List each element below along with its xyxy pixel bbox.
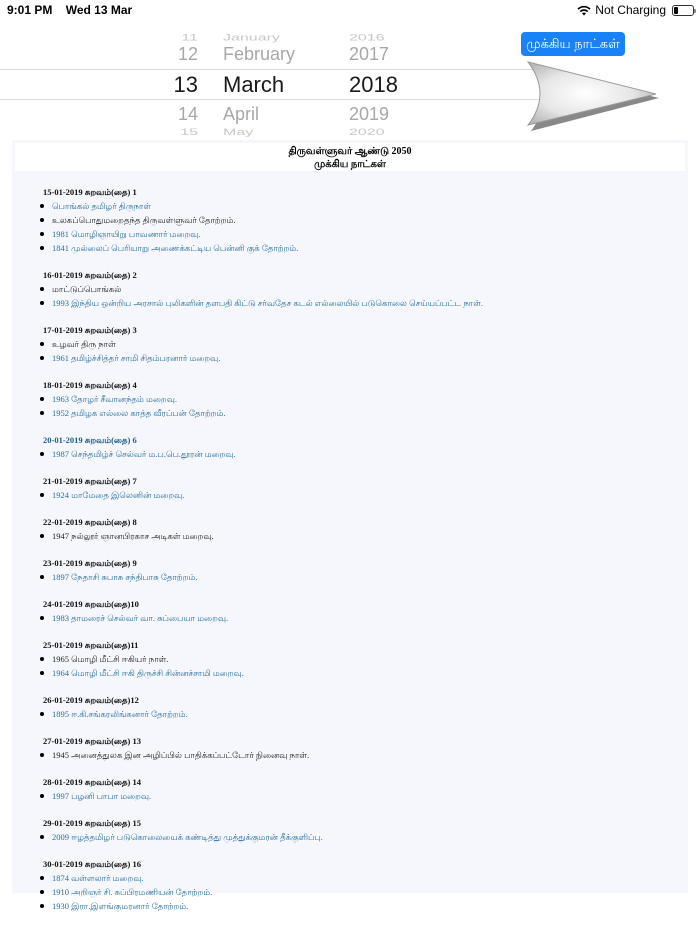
day-title: 29-01-2019 சுறவம்(தை) 15	[43, 818, 141, 828]
picker-day-selected[interactable]: 13	[173, 72, 198, 97]
day-title: 20-01-2019 சுறவம்(தை) 6	[43, 435, 137, 445]
event-item[interactable]: 1983 தாமரைச் செல்வர் வா. சுப்பையா மறைவு.	[42, 611, 688, 625]
day-title: 22-01-2019 சுறவம்(தை) 8	[43, 517, 137, 527]
event-item[interactable]: 1993 இந்திய ஒன்றிய அரசால் புலிகளின் தளபதி கிட்டு சர்வதேச கடல் எல்லையில் படுகொலை செய்யப்பட்ட நாள்.	[42, 296, 688, 310]
picker-day[interactable]: 14	[177, 104, 198, 124]
event-item[interactable]: 1841 முல்லைப் பெரியாறு அணைக்கட்டிய பென்னி குக் தோற்றம்.	[42, 241, 688, 255]
day-title: 18-01-2019 சுறவம்(தை) 4	[43, 380, 137, 390]
day-group	[42, 515, 688, 543]
event-list	[42, 611, 688, 625]
event-item[interactable]: பொங்கல் தமிழர் திருநாள்	[42, 199, 688, 213]
day-title: 15-01-2019 சுறவம்(தை) 1	[43, 187, 137, 197]
arrow-right-icon[interactable]	[524, 58, 660, 132]
day-title: 27-01-2019 சுறவம்(தை) 13	[43, 736, 141, 746]
panel-header	[15, 143, 685, 171]
day-group	[42, 775, 688, 803]
day-group	[42, 268, 688, 310]
date-picker[interactable]	[0, 24, 520, 138]
event-item[interactable]: 1910 அறிஞர் சி. சுப்பிரமணியன் தோற்றம்.	[42, 885, 688, 899]
event-list	[42, 337, 688, 365]
picker-year[interactable]: 2017	[349, 44, 390, 64]
day-group	[42, 857, 688, 913]
day-title: 17-01-2019 சுறவம்(தை) 3	[43, 325, 137, 335]
picker-day[interactable]: 11	[181, 33, 198, 43]
event-list	[42, 488, 688, 502]
picker-year-selected[interactable]: 2018	[349, 72, 398, 97]
important-days-button[interactable]: முக்கிய நாட்கள்	[521, 32, 625, 56]
event-item[interactable]: 1961 தமிழ்ச்சித்தர் சாமி சிதம்பரனார் மறைவு.	[42, 351, 688, 365]
day-group	[42, 734, 688, 762]
picker-year[interactable]: 2020	[349, 128, 385, 138]
picker-month[interactable]: May	[223, 128, 254, 138]
event-item[interactable]: 1897 நேதாசி சுபாசு சந்திபாசு தோற்றம்.	[42, 570, 688, 584]
event-item: உழவர் திரு நாள்	[42, 337, 688, 351]
event-list	[42, 570, 688, 584]
day-title: 16-01-2019 சுறவம்(தை) 2	[43, 270, 137, 280]
status-bar	[0, 0, 700, 20]
event-list	[42, 789, 688, 803]
status-right	[577, 3, 694, 17]
day-title: 23-01-2019 சுறவம்(தை) 9	[43, 558, 137, 568]
event-item[interactable]: 1987 செந்தமிழ்ச் செல்வர் ம.ப.பெ.தூரன் மறைவு.	[42, 447, 688, 461]
day-title: 25-01-2019 சுறவம்(தை)11	[43, 640, 139, 650]
day-group	[42, 816, 688, 844]
event-item[interactable]: 1952 தமிழக எல்லை காத்த வீரப்பன் தோற்றம்.	[42, 406, 688, 420]
status-date: Wed 13 Mar	[65, 3, 133, 17]
event-list	[42, 707, 688, 721]
event-list	[42, 748, 688, 762]
day-title: 24-01-2019 சுறவம்(தை)10	[43, 599, 139, 609]
event-item[interactable]: 1924 மாமேதை இலெனின் மறைவு.	[42, 488, 688, 502]
event-list	[42, 652, 688, 680]
event-item: 1947 நல்லூர் ஞானபிரகாச அடிகள் மறைவு.	[42, 529, 688, 543]
event-item[interactable]: 1997 பழனி பாபா மறைவு.	[42, 789, 688, 803]
picker-month-selected[interactable]: March	[223, 72, 285, 97]
status-time: 9:01 PM	[7, 3, 53, 17]
day-group	[42, 597, 688, 625]
event-item[interactable]: 1895 ஈ.கி.சங்கரலிங்கனார் தோற்றம்.	[42, 707, 688, 721]
day-group	[42, 638, 688, 680]
event-item[interactable]: 2009 ஈழத்தமிழர் படுகொலையைக் கண்டித்து முத்துக்குமரன் தீக்குளிப்பு.	[42, 830, 688, 844]
battery-low-icon	[672, 5, 694, 16]
picker-day[interactable]: 12	[177, 44, 198, 64]
day-title: 21-01-2019 சுறவம்(தை) 7	[43, 476, 137, 486]
wifi-icon	[577, 5, 591, 16]
day-title: 28-01-2019 சுறவம்(தை) 14	[43, 777, 141, 787]
day-title: 26-01-2019 சுறவம்(தை)12	[43, 695, 139, 705]
event-list	[42, 199, 688, 255]
event-item[interactable]: 1930 இரா.இளங்குமரனார் தோற்றம்.	[42, 899, 688, 913]
day-group	[42, 474, 688, 502]
day-group	[42, 323, 688, 365]
picker-year[interactable]: 2016	[349, 33, 385, 43]
day-group	[42, 556, 688, 584]
event-list	[42, 282, 688, 310]
picker-month[interactable]: January	[223, 33, 280, 43]
picker-day[interactable]: 15	[180, 128, 198, 138]
battery-status-text: Not Charging	[595, 3, 666, 17]
picker-year[interactable]: 2019	[349, 104, 390, 124]
event-item: 1945 அனைத்துலக இன அழிப்பில் பாதிக்கப்பட்டோர் நினைவு நாள்.	[42, 748, 688, 762]
day-group	[42, 433, 688, 461]
day-group	[42, 693, 688, 721]
event-item: உலகப்பொதுமறைதந்த திருவள்ளுவர் தோற்றம்.	[42, 213, 688, 227]
picker-month[interactable]: April	[223, 104, 260, 124]
picker-row-selected[interactable]	[0, 72, 520, 102]
day-group	[42, 378, 688, 420]
important-days-panel[interactable]	[12, 140, 688, 911]
event-list	[42, 830, 688, 844]
picker-month[interactable]: February	[223, 44, 296, 64]
events-list	[12, 171, 688, 913]
event-item[interactable]: 1964 மொழி மீட்சி ஈகி திருச்சி சின்னச்சாமி மறைவு.	[42, 666, 688, 680]
status-left	[7, 3, 142, 17]
picker-row[interactable]	[0, 44, 520, 74]
day-title: 30-01-2019 சுறவம்(தை) 16	[43, 859, 141, 869]
day-group	[42, 185, 688, 255]
event-list	[42, 871, 688, 913]
event-item[interactable]: 1963 தோழர் சீவானந்தம் மறைவு.	[42, 392, 688, 406]
panel-subtitle: முக்கிய நாட்கள்	[314, 159, 386, 170]
event-item[interactable]: 1981 மொழிஞாயிறு பாவணார் மறைவு.	[42, 227, 688, 241]
event-list	[42, 392, 688, 420]
event-item[interactable]: 1874 வள்ளலார் மறைவு.	[42, 871, 688, 885]
event-item: மாட்டுப்பொங்கல்	[42, 282, 688, 296]
panel-title: திருவள்ளுவர் ஆண்டு 2050	[288, 146, 412, 157]
event-list	[42, 447, 688, 461]
event-list	[42, 529, 688, 543]
event-item: 1965 மொழி மீட்சி ஈகியர் நாள்.	[42, 652, 688, 666]
